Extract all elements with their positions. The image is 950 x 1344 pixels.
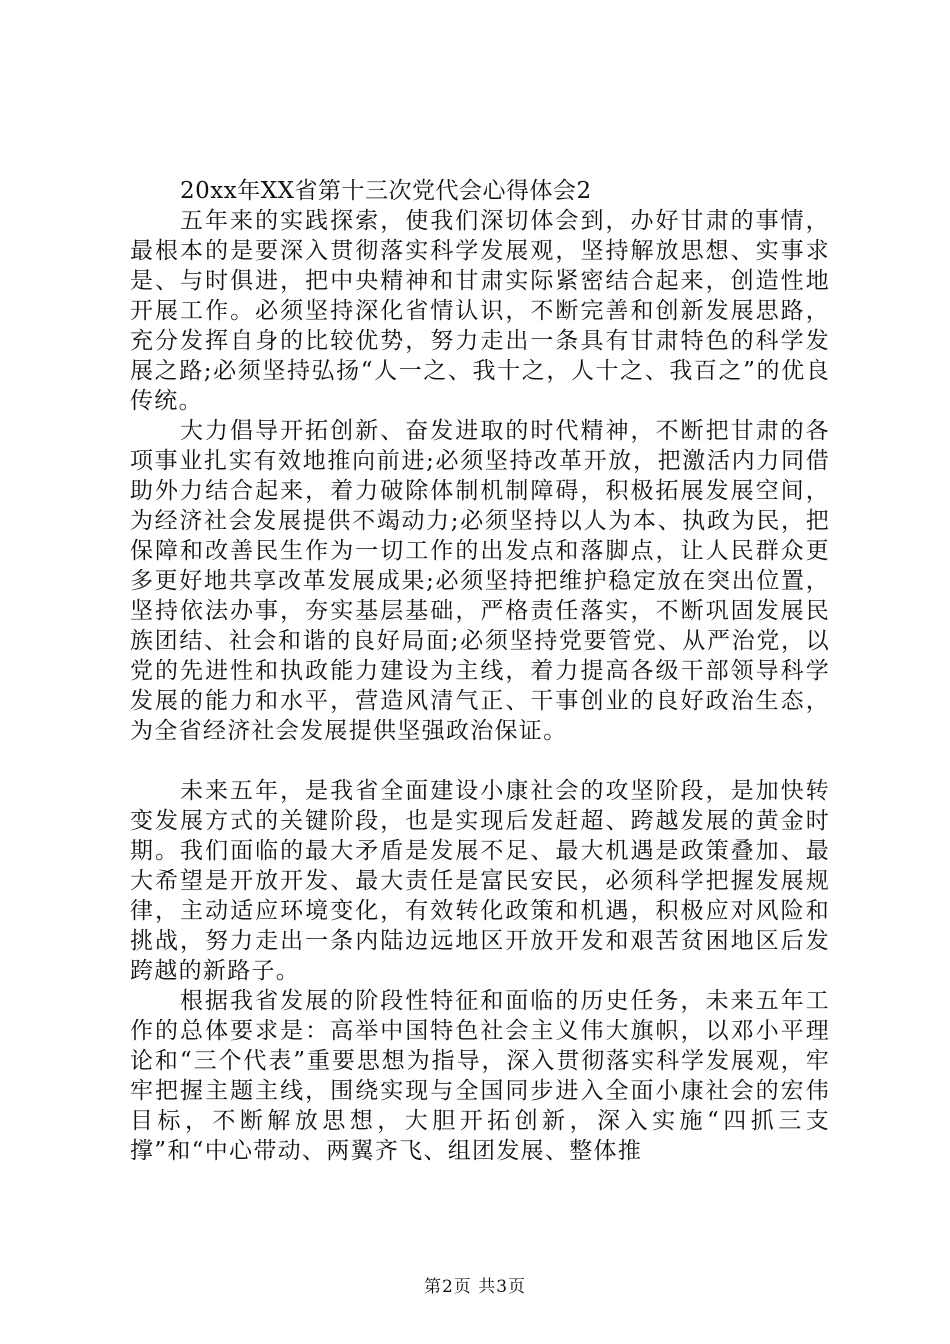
page-number-footer: 第2页 共3页 <box>423 1277 527 1297</box>
document-title: 20xx年XX省第十三次党代会心得体会2 <box>180 178 592 204</box>
paragraph-2: 大力倡导开拓创新、奋发进取的时代精神，不断把甘肃的各项事业扎实有效地推向前进;必须坚持改革开放，把激活内力同借助外力结合起来，着力破除体制机制障碍，积极拓展发展空间，为经济社会发展提供不竭动力;必须坚持以人为本、执政为民，把保障和改善民生作为一切工作的出发点和落脚点，让人民群众更多更好地共享改革发展成果;必须坚持把维护稳定放在突出位置，坚持依法办事，夯实基层基础，严格责任落实，不断巩固发展民族团结、社会和谐的良好局面;必须坚持党要管党、从严治党，以党的先进性和执政能力建设为主线，着力提高各级干部领导科学发展的能力和水平，营造风清气正、干事创业的良好政治生态，为全省经济社会发展提供坚强政治保证。 <box>130 418 830 744</box>
document-body <box>130 176 830 1166</box>
paragraph-4: 根据我省发展的阶段性特征和面临的历史任务，未来五年工作的总体要求是：高举中国特色社会主义伟大旗帜，以邓小平理论和“三个代表”重要思想为指导，深入贯彻落实科学发展观，牢牢把握主题主线，围绕实现与全国同步进入全面小康社会的宏伟目标，不断解放思想，大胆开拓创新，深入实施“四抓三支撑”和“中心带动、两翼齐飞、组团发展、整体推 <box>130 988 830 1164</box>
paragraph-1: 五年来的实践探索，使我们深切体会到，办好甘肃的事情，最根本的是要深入贯彻落实科学发展观，坚持解放思想、实事求是、与时俱进，把中央精神和甘肃实际紧密结合起来，创造性地开展工作。必须坚持深化省情认识，不断完善和创新发展思路，充分发挥自身的比较优势，努力走出一条具有甘肃特色的科学发展之路;必须坚持弘扬“人一之、我十之，人十之、我百之”的优良传统。 <box>130 208 830 414</box>
paragraph-spacer <box>130 746 830 776</box>
paragraph-3: 未来五年，是我省全面建设小康社会的攻坚阶段，是加快转变发展方式的关键阶段，也是实现后发赶超、跨越发展的黄金时期。我们面临的最大矛盾是发展不足、最大机遇是政策叠加、最大希望是开放开发、最大责任是富民安民，必须科学把握发展规律，主动适应环境变化，有效转化政策和机遇，积极应对风险和挑战，努力走出一条内陆边远地区开放开发和艰苦贫困地区后发跨越的新路子。 <box>130 778 830 984</box>
